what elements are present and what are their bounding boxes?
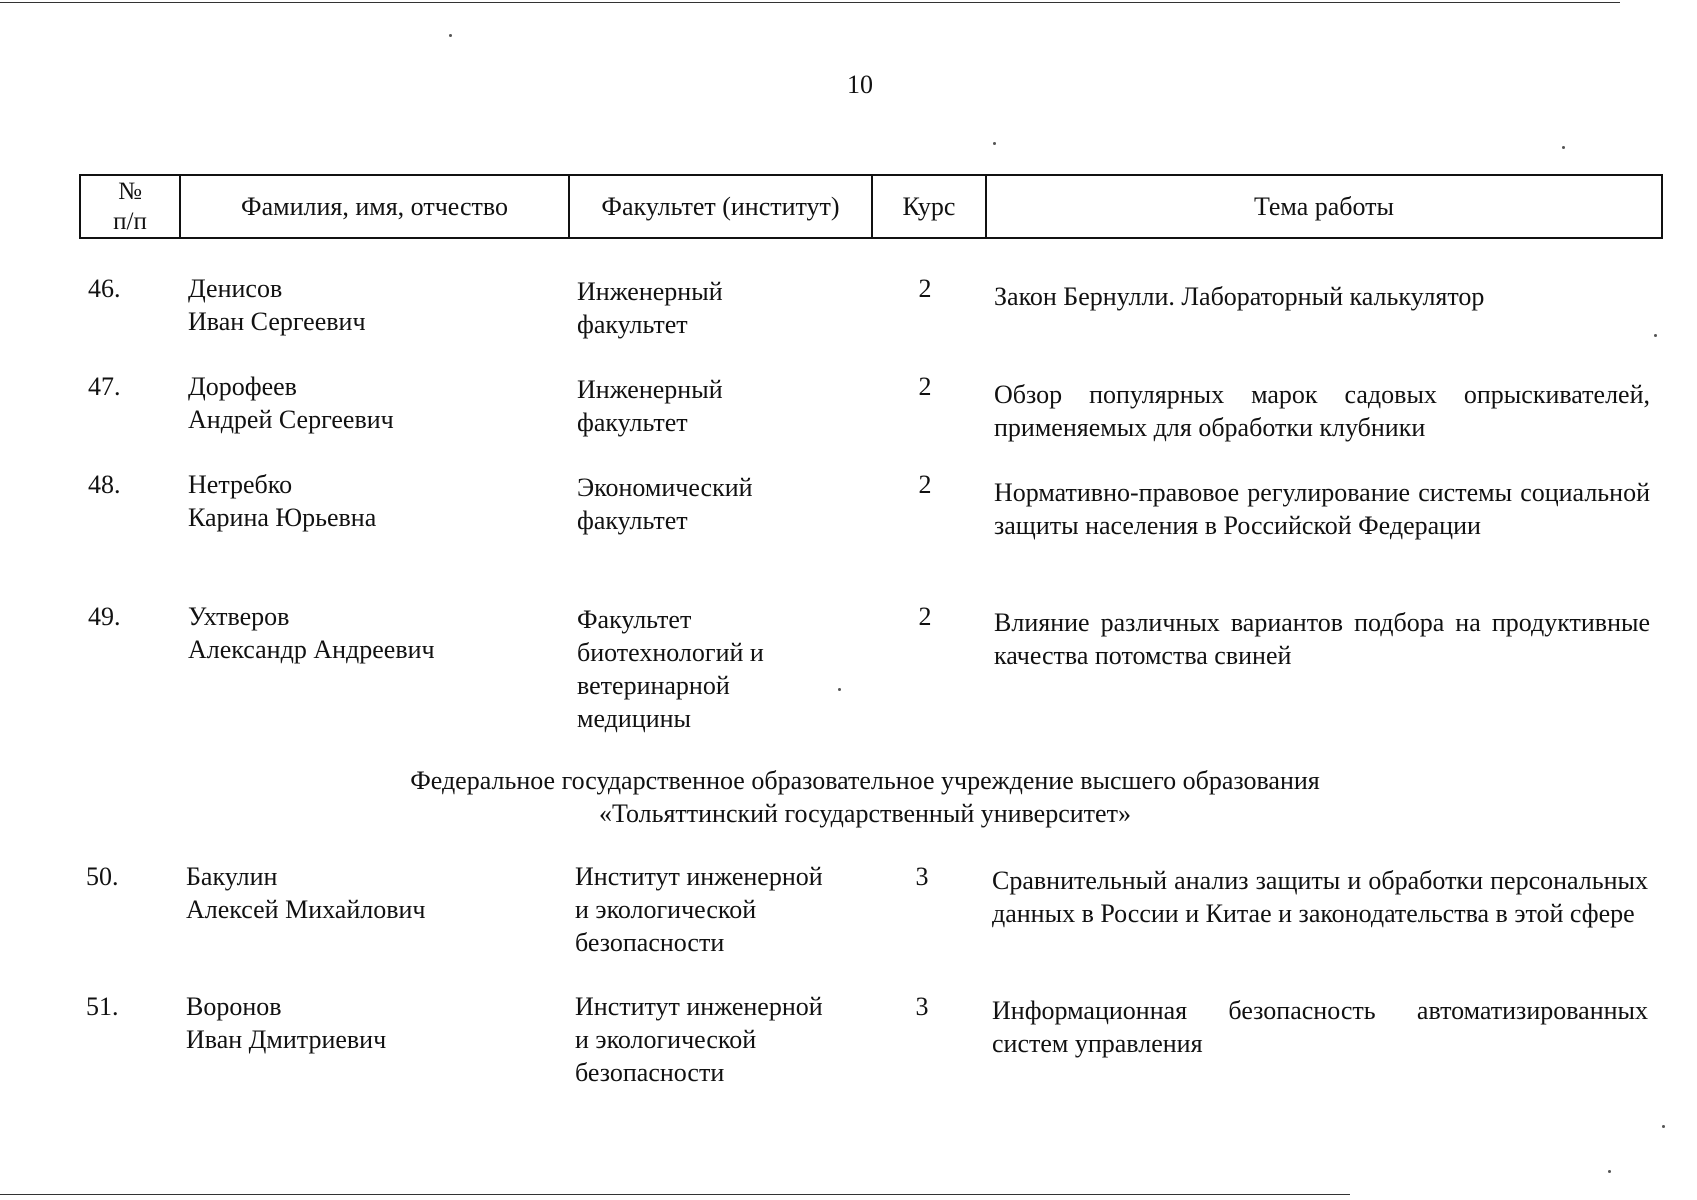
surname: Ухтверов	[188, 602, 290, 631]
faculty-line: факультет	[577, 408, 688, 437]
faculty-line: медицины	[577, 704, 692, 733]
faculty-line: Факультет	[577, 605, 692, 634]
given-names: Александр Андреевич	[188, 635, 435, 664]
faculty	[577, 603, 877, 735]
given-names: Алексей Михайлович	[186, 895, 426, 924]
row-number: 50.	[86, 862, 119, 891]
course: 2	[918, 602, 932, 631]
scan-speck	[1562, 146, 1565, 149]
row-number: 49.	[88, 602, 121, 631]
faculty-line: и экологической	[575, 1025, 757, 1054]
faculty-line: факультет	[577, 310, 688, 339]
scan-speck	[993, 142, 996, 145]
faculty-line: Инженерный	[577, 375, 723, 404]
university-heading-line: «Тольяттинский государственный университет»	[599, 799, 1131, 828]
student-name	[186, 990, 566, 1056]
header-name-cell: Фамилия, имя, отчество	[181, 176, 570, 237]
scan-speck	[1608, 1170, 1611, 1173]
faculty	[575, 990, 875, 1089]
faculty-line: Институт инженерной	[575, 992, 823, 1021]
faculty-line: факультет	[577, 506, 688, 535]
given-names: Андрей Сергеевич	[188, 405, 394, 434]
student-name	[188, 468, 568, 534]
header-number-cell	[81, 176, 181, 237]
surname: Нетребко	[188, 470, 293, 499]
faculty-line: Институт инженерной	[575, 862, 823, 891]
student-name	[188, 600, 568, 666]
given-names: Карина Юрьевна	[188, 503, 377, 532]
table-header	[79, 174, 1663, 239]
university-heading-line: Федеральное государственное образовательное учреждение высшего образования	[410, 766, 1320, 795]
bottom-scan-edge	[0, 1194, 1350, 1195]
work-topic: Нормативно-правовое регулирование системы социальной защиты населения в Российской Федерации	[994, 478, 1650, 540]
faculty-line: безопасности	[575, 928, 725, 957]
student-name	[188, 272, 568, 338]
student-name	[186, 860, 566, 926]
faculty-line: безопасности	[575, 1058, 725, 1087]
given-names: Иван Дмитриевич	[186, 1025, 387, 1054]
given-names: Иван Сергеевич	[188, 307, 366, 336]
surname: Бакулин	[186, 862, 278, 891]
work-topic: Влияние различных вариантов подбора на продуктивные качества потомства свиней	[994, 608, 1650, 670]
row-number: 46.	[88, 274, 121, 303]
scan-speck	[449, 34, 452, 37]
work-topic: Закон Бернулли. Лабораторный калькулятор	[994, 282, 1485, 311]
top-scan-edge	[0, 2, 1620, 3]
row-number: 48.	[88, 470, 121, 499]
work-topic: Обзор популярных марок садовых опрыскивателей, применяемых для обработки клубники	[994, 380, 1650, 442]
course: 3	[915, 862, 929, 891]
faculty	[577, 373, 877, 439]
header-number-abbrev: п/п	[113, 207, 147, 235]
faculty	[577, 471, 877, 537]
header-number-symbol: №	[118, 177, 142, 205]
row-number: 51.	[86, 992, 119, 1021]
scan-speck	[838, 688, 841, 691]
scan-speck	[1654, 334, 1657, 337]
faculty-line: и экологической	[575, 895, 757, 924]
surname: Денисов	[188, 274, 283, 303]
faculty-line: Инженерный	[577, 277, 723, 306]
surname: Воронов	[186, 992, 282, 1021]
work-topic: Информационная безопасность автоматизированных систем управления	[992, 996, 1648, 1058]
university-heading	[300, 764, 1430, 830]
scan-speck	[1662, 1125, 1665, 1128]
faculty	[577, 275, 877, 341]
header-course-cell: Курс	[873, 176, 987, 237]
faculty-line: биотехнологий и	[577, 638, 764, 667]
faculty	[575, 860, 875, 959]
course: 3	[915, 992, 929, 1021]
course: 2	[918, 372, 932, 401]
course: 2	[918, 274, 932, 303]
surname: Дорофеев	[188, 372, 297, 401]
student-name	[188, 370, 568, 436]
row-number: 47.	[88, 372, 121, 401]
course: 2	[918, 470, 932, 499]
header-topic-cell: Тема работы	[1253, 191, 1394, 221]
work-topic: Сравнительный анализ защиты и обработки персональных данных в России и Китае и законодательства в этой сфере	[992, 866, 1648, 928]
header-faculty-cell: Факультет (институт)	[570, 176, 873, 237]
faculty-line: ветеринарной	[577, 671, 730, 700]
faculty-line: Экономический	[577, 473, 753, 502]
page-number: 10	[847, 70, 873, 99]
